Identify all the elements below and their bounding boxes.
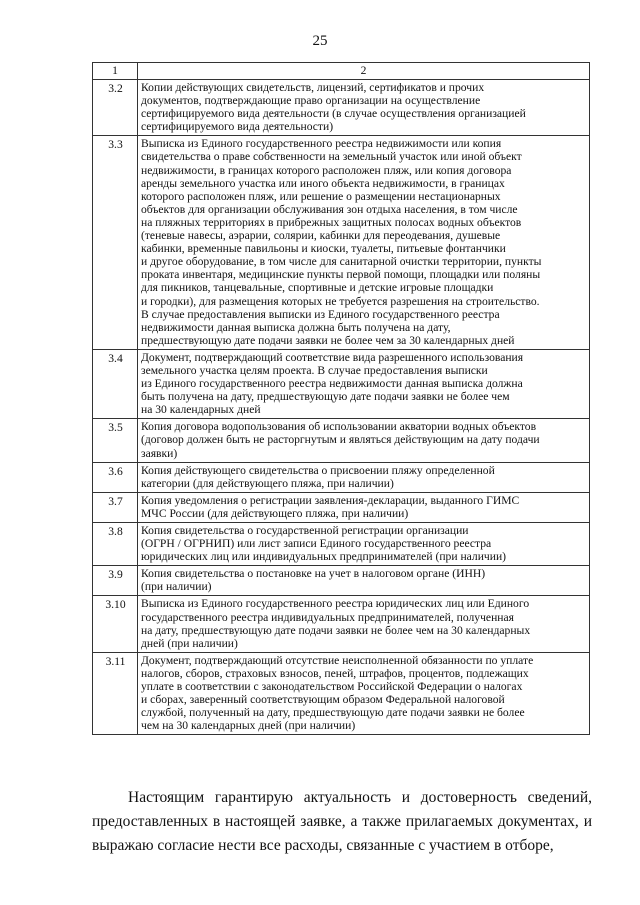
row-text: Копия действующего свидетельства о присвоении пляжу определенной категории (для действующего пляжа, при наличии) xyxy=(138,462,590,492)
row-text: Копия свидетельства о постановке на учет в налоговом органе (ИНН) (при наличии) xyxy=(138,566,590,596)
table-row xyxy=(93,80,590,136)
row-text: Копия уведомления о регистрации заявления-декларации, выданного ГИМС МЧС России (для действующего пляжа, при наличии) xyxy=(138,492,590,522)
column-header-number: 1 xyxy=(93,63,138,80)
row-number: 3.2 xyxy=(93,80,138,136)
row-text: Копия договора водопользования об использовании акватории водных объектов (договор должен быть не расторгнутым и являться действующим на дату подачи заявки) xyxy=(138,419,590,462)
row-number: 3.8 xyxy=(93,523,138,566)
row-text: Документ, подтверждающий соответствие вида разрешенного использования земельного участка целям проекта. В случае предоставления выписки из Единого государственного реестра недвижимости данная выписка должна быть получена на дату, предшествующую дате подачи заявки не более чем на 30 календарных дней xyxy=(138,349,590,418)
column-header-document: 2 xyxy=(138,63,590,80)
row-text: Выписка из Единого государственного реестра недвижимости или копия свидетельства о праве собственности на земельный участок или иной объект недвижимости, в границах которого расположен пляж, или копия договора аренды земельного участка или иного объекта недвижимости, в границах которого расположен пляж, или решение о размещении нестационарных объектов для организации обслуживания зон отдыха населения, в том числе на пляжных территориях в прибрежных защитных полосах водных объектов (теневые навесы, аэрарии, солярии, кабинки для переодевания, душевые кабинки, временные павильоны и киоски, туалеты, питьевые фонтанчики и другое оборудование, в том числе для санитарной очистки территории, пункты проката инвентаря, медицинские пункты первой помощи, площадки или поляны для пикников, танцевальные, спортивные и детские игровые площадки и городки), для размещения которых не требуется разрешения на строительство. В случае предоставления выписки из Единого государственного реестра недвижимости данная выписка должна быть получена на дату, предшествующую дате подачи заявки не более чем за 30 календарных дней xyxy=(138,136,590,350)
table-row xyxy=(93,523,590,566)
table-row xyxy=(93,136,590,350)
row-text: Копия свидетельства о государственной регистрации организации (ОГРН / ОГРНИП) или лист записи Единого государственного реестра юридических лиц или индивидуальных предпринимателей (при наличии) xyxy=(138,523,590,566)
table-row xyxy=(93,566,590,596)
table-row xyxy=(93,492,590,522)
row-number: 3.7 xyxy=(93,492,138,522)
row-number: 3.10 xyxy=(93,596,138,652)
row-number: 3.11 xyxy=(93,652,138,735)
row-number: 3.5 xyxy=(93,419,138,462)
row-number: 3.3 xyxy=(93,136,138,350)
table-row xyxy=(93,652,590,735)
row-text: Выписка из Единого государственного реестра юридических лиц или Единого государственного реестра индивидуальных предпринимателей, полученная на дату, предшествующую дате подачи заявки не более чем на 30 календарных дней (при наличии) xyxy=(138,596,590,652)
closing-paragraph: Настоящим гарантирую актуальность и достоверность сведений, предоставленных в настоящей заявке, а также прилагаемых документах, и выражаю согласие нести все расходы, связанные с участием в отборе, xyxy=(92,788,592,854)
row-text: Документ, подтверждающий отсутствие неисполненной обязанности по уплате налогов, сборов, страховых взносов, пеней, штрафов, процентов, подлежащих уплате в соответствии с законодательством Российской Федерации о налогах и сборах, заверенный соответствующим образом Федеральной налоговой службой, полученный на дату, предшествующую дате подачи заявки не более чем на 30 календарных дней (при наличии) xyxy=(138,652,590,735)
table-row xyxy=(93,349,590,418)
row-text: Копии действующих свидетельств, лицензий, сертификатов и прочих документов, подтверждающие право организации на осуществление сертифицируемого вида деятельности (в случае осуществления организацией сертифицируемого вида деятельности) xyxy=(138,80,590,136)
table-row xyxy=(93,419,590,462)
row-number: 3.6 xyxy=(93,462,138,492)
table-row xyxy=(93,596,590,652)
table-row xyxy=(93,462,590,492)
page-number: 25 xyxy=(312,33,328,49)
row-number: 3.9 xyxy=(93,566,138,596)
documents-table xyxy=(92,62,590,735)
row-number: 3.4 xyxy=(93,349,138,418)
table-header-row xyxy=(93,63,590,80)
